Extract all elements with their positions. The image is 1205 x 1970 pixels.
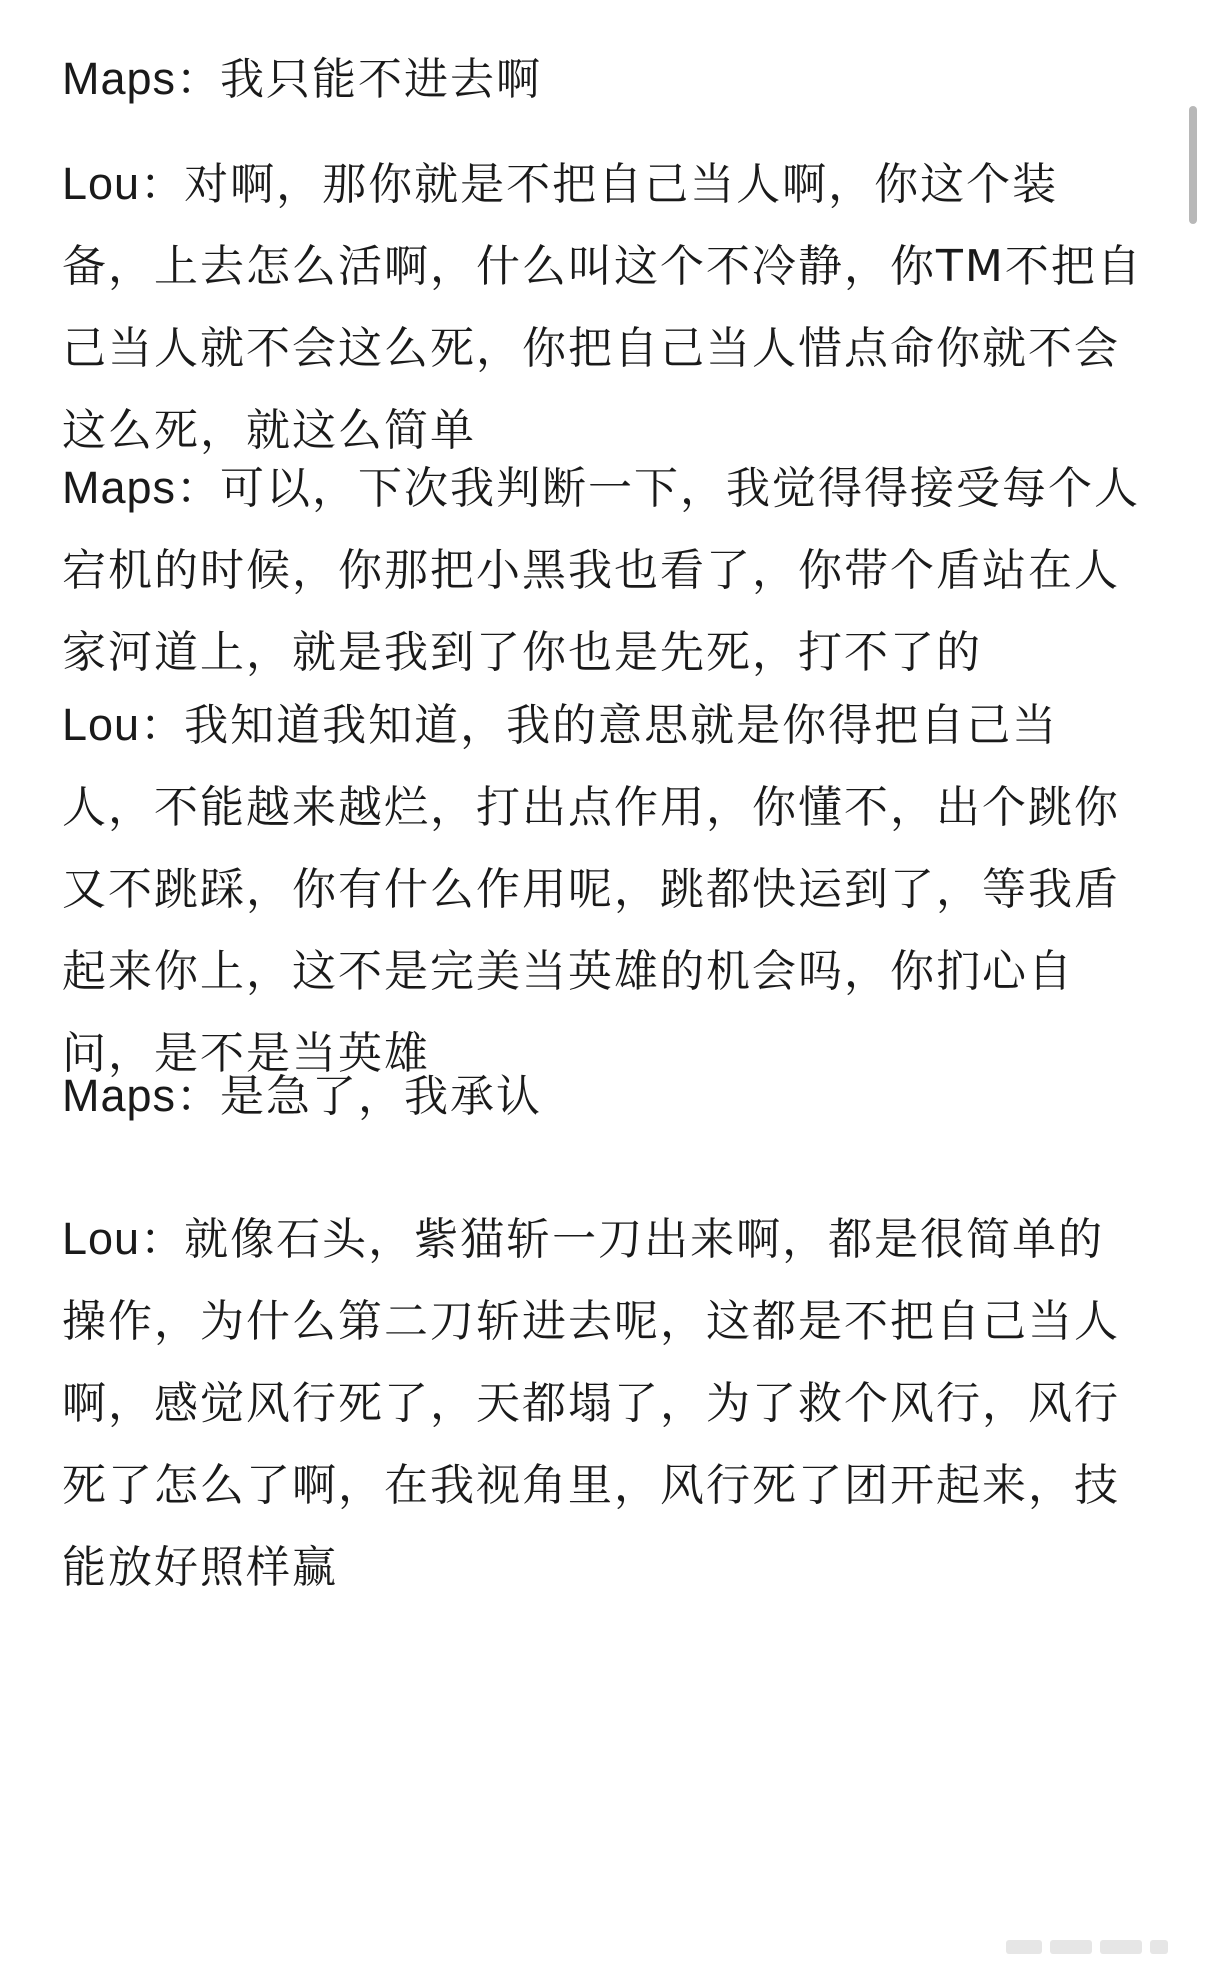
speaker-name: Lou — [62, 158, 141, 209]
speaker-colon: ： — [176, 1071, 221, 1122]
dialogue-text: 我知道我知道，我的意思就是你得把自己当人，不能越来越烂，打出点作用，你懂不，出个跳你又不跳踩，你有什么作用呢，跳都快运到了，等我盾起来你上，这不是完美当英雄的机会吗，你扪心自问，是不是当英雄 — [62, 700, 1120, 1079]
dialogue-text: 就像石头，紫猫斩一刀出来啊，都是很简单的操作，为什么第二刀斩进去呢，这都是不把自己当人啊，感觉风行死了，天都塌了，为了救个风行，风行死了怎么了啊，在我视角里，风行死了团开起来，技能放好照样赢 — [62, 1214, 1120, 1593]
speaker-name: Lou — [62, 1213, 141, 1264]
watermark-mark — [1050, 1940, 1092, 1954]
dialogue-text: 是急了，我承认 — [220, 1071, 543, 1122]
scrollbar-thumb[interactable] — [1189, 106, 1197, 224]
watermark-mark — [1006, 1940, 1042, 1954]
watermark-mark — [1100, 1940, 1142, 1954]
speaker-name: Lou — [62, 699, 141, 750]
speaker-colon: ： — [140, 1214, 185, 1265]
dialogue-text: 我只能不进去啊 — [220, 54, 543, 105]
speaker-name: Maps — [62, 53, 177, 104]
dialogue-line — [62, 684, 1147, 1095]
speaker-colon: ： — [140, 700, 185, 751]
speaker-name: Maps — [62, 462, 177, 513]
dialogue-line — [62, 143, 1147, 472]
dialogue-line — [62, 38, 1147, 121]
dialogue-line — [62, 447, 1147, 694]
speaker-colon: ： — [176, 54, 221, 105]
dialogue-text: 对啊，那你就是不把自己当人啊，你这个装备，上去怎么活啊，什么叫这个不冷静，你TM不把自己当人就不会这么死，你把自己当人惜点命你就不会这么死，就这么简单 — [62, 159, 1143, 456]
speaker-name: Maps — [62, 1070, 177, 1121]
vertical-scrollbar[interactable] — [1179, 0, 1205, 1970]
speaker-colon: ： — [176, 463, 221, 514]
dialogue-text: 可以，下次我判断一下，我觉得得接受每个人宕机的时候，你那把小黑我也看了，你带个盾站在人家河道上，就是我到了你也是先死，打不了的 — [62, 463, 1141, 678]
dialogue-line — [62, 1198, 1147, 1609]
speaker-colon: ： — [140, 159, 185, 210]
dialogue-line — [62, 1055, 1147, 1138]
watermark-mark — [1150, 1940, 1168, 1954]
watermark-logo — [1006, 1932, 1171, 1962]
